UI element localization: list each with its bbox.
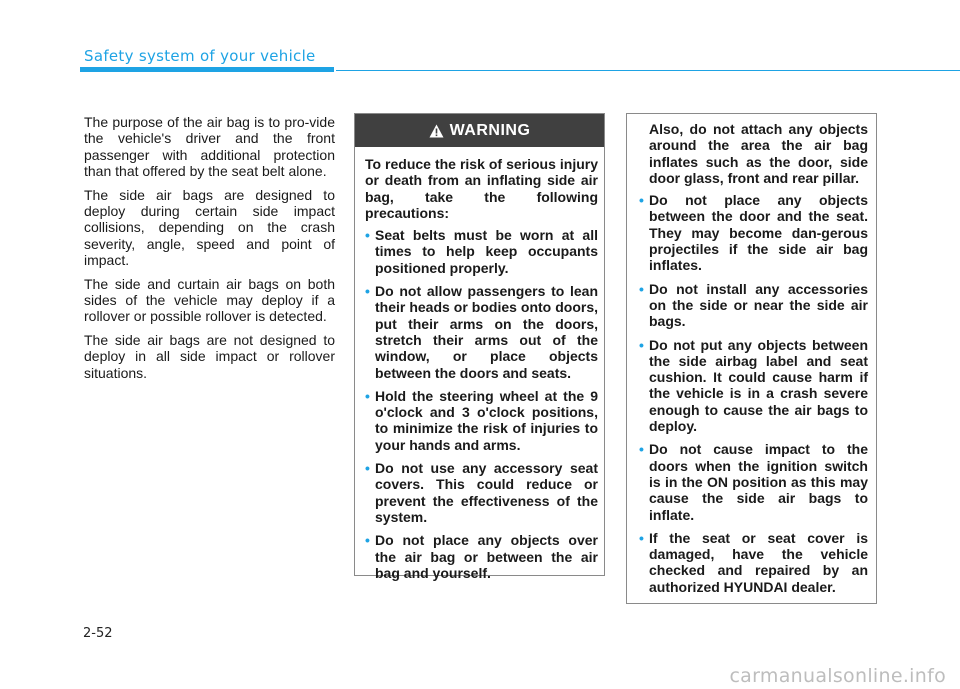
- warning-box: [354, 113, 605, 581]
- warning-item-text: Hold the steering wheel at the 9 o'clock and 3 o'clock positions, to minimize the risk of injuries to your hands and arms.: [375, 387, 598, 453]
- warning-item: [365, 388, 598, 453]
- warning-item: [639, 281, 868, 330]
- warning-item-text: Do not cause impact to the doors when the ignition switch is in the ON position as this may cause the side air bags to inflate.: [649, 441, 868, 523]
- warning-item: [365, 283, 598, 381]
- bullet-icon: •: [365, 460, 370, 477]
- warning-item-text: If the seat or seat cover is damaged, have the vehicle checked and repaired by an authorized HYUNDAI dealer.: [649, 529, 868, 595]
- warning-item-text: Do not place any objects between the door and the seat. They may become dan-gerous projectiles if the side air bag inflates.: [649, 192, 868, 274]
- warning-header: [355, 114, 604, 147]
- header-rule-thick: [80, 67, 334, 72]
- bullet-icon: •: [365, 227, 370, 244]
- warning-item-text: Do not put any objects between the side airbag label and seat cushion. It could cause harm if the vehicle is in a crash severe enough to cause the air bags to deploy.: [649, 336, 868, 435]
- warning-item: [639, 192, 868, 273]
- section-title: Safety system of your vehicle: [84, 47, 316, 65]
- warning-item: [639, 530, 868, 595]
- header-rule-thin: [336, 70, 960, 71]
- warning-continued-intro: Also, do not attach any objects around the area the air bag inflates such as the door, side door glass, front and rear pillar.: [649, 121, 868, 186]
- bullet-icon: •: [639, 529, 644, 546]
- bullet-icon: •: [365, 283, 370, 300]
- warning-item-text: Do not place any objects over the air bag or between the air bag and yourself.: [375, 532, 598, 581]
- body-paragraph: The side air bags are not designed to deploy in all side impact or rollover situations.: [84, 331, 335, 381]
- body-paragraph: The side and curtain air bags on both sides of the vehicle may deploy if a rollover or possible rollover is detected.: [84, 275, 335, 325]
- bullet-icon: •: [639, 441, 644, 458]
- bullet-icon: •: [639, 336, 644, 353]
- bullet-icon: •: [639, 192, 644, 209]
- warning-item-text: Do not install any accessories on the side or near the side air bags.: [649, 280, 868, 330]
- warning-item: [365, 227, 598, 276]
- body-text-column: [84, 114, 335, 388]
- warning-item: [639, 441, 868, 522]
- warning-triangle-icon: [429, 124, 444, 138]
- bullet-icon: •: [639, 280, 644, 297]
- warning-body: [355, 147, 604, 581]
- warning-item: [365, 532, 598, 581]
- warning-item: [365, 460, 598, 525]
- warning-intro: To reduce the risk of serious injury or death from an inflating side air bag, take the following precautions:: [365, 156, 598, 221]
- bullet-icon: •: [365, 387, 370, 404]
- warning-continued-box: [626, 113, 877, 604]
- warning-item-text: Do not allow passengers to lean their heads or bodies onto doors, put their arms on the doors, stretch their arms out of the window, or place objects between the doors and seats.: [375, 283, 598, 381]
- warning-label: WARNING: [449, 121, 531, 139]
- bullet-icon: •: [365, 532, 370, 549]
- body-paragraph: The purpose of the air bag is to pro-vide the vehicle's driver and the front passenger with additional protection than that offered by the seat belt alone.: [84, 114, 335, 180]
- watermark: carmanualsonline.info: [729, 665, 946, 687]
- body-paragraph: The side air bags are designed to deploy during certain side impact collisions, depending on the crash severity, angle, speed and point of impact.: [84, 186, 335, 269]
- warning-item: [639, 337, 868, 435]
- warning-item-text: Do not use any accessory seat covers. This could reduce or prevent the effectiveness of the system.: [375, 460, 598, 525]
- warning-item-text: Seat belts must be worn at all times to help keep occupants positioned properly.: [375, 227, 598, 276]
- page-number: 2-52: [83, 626, 113, 641]
